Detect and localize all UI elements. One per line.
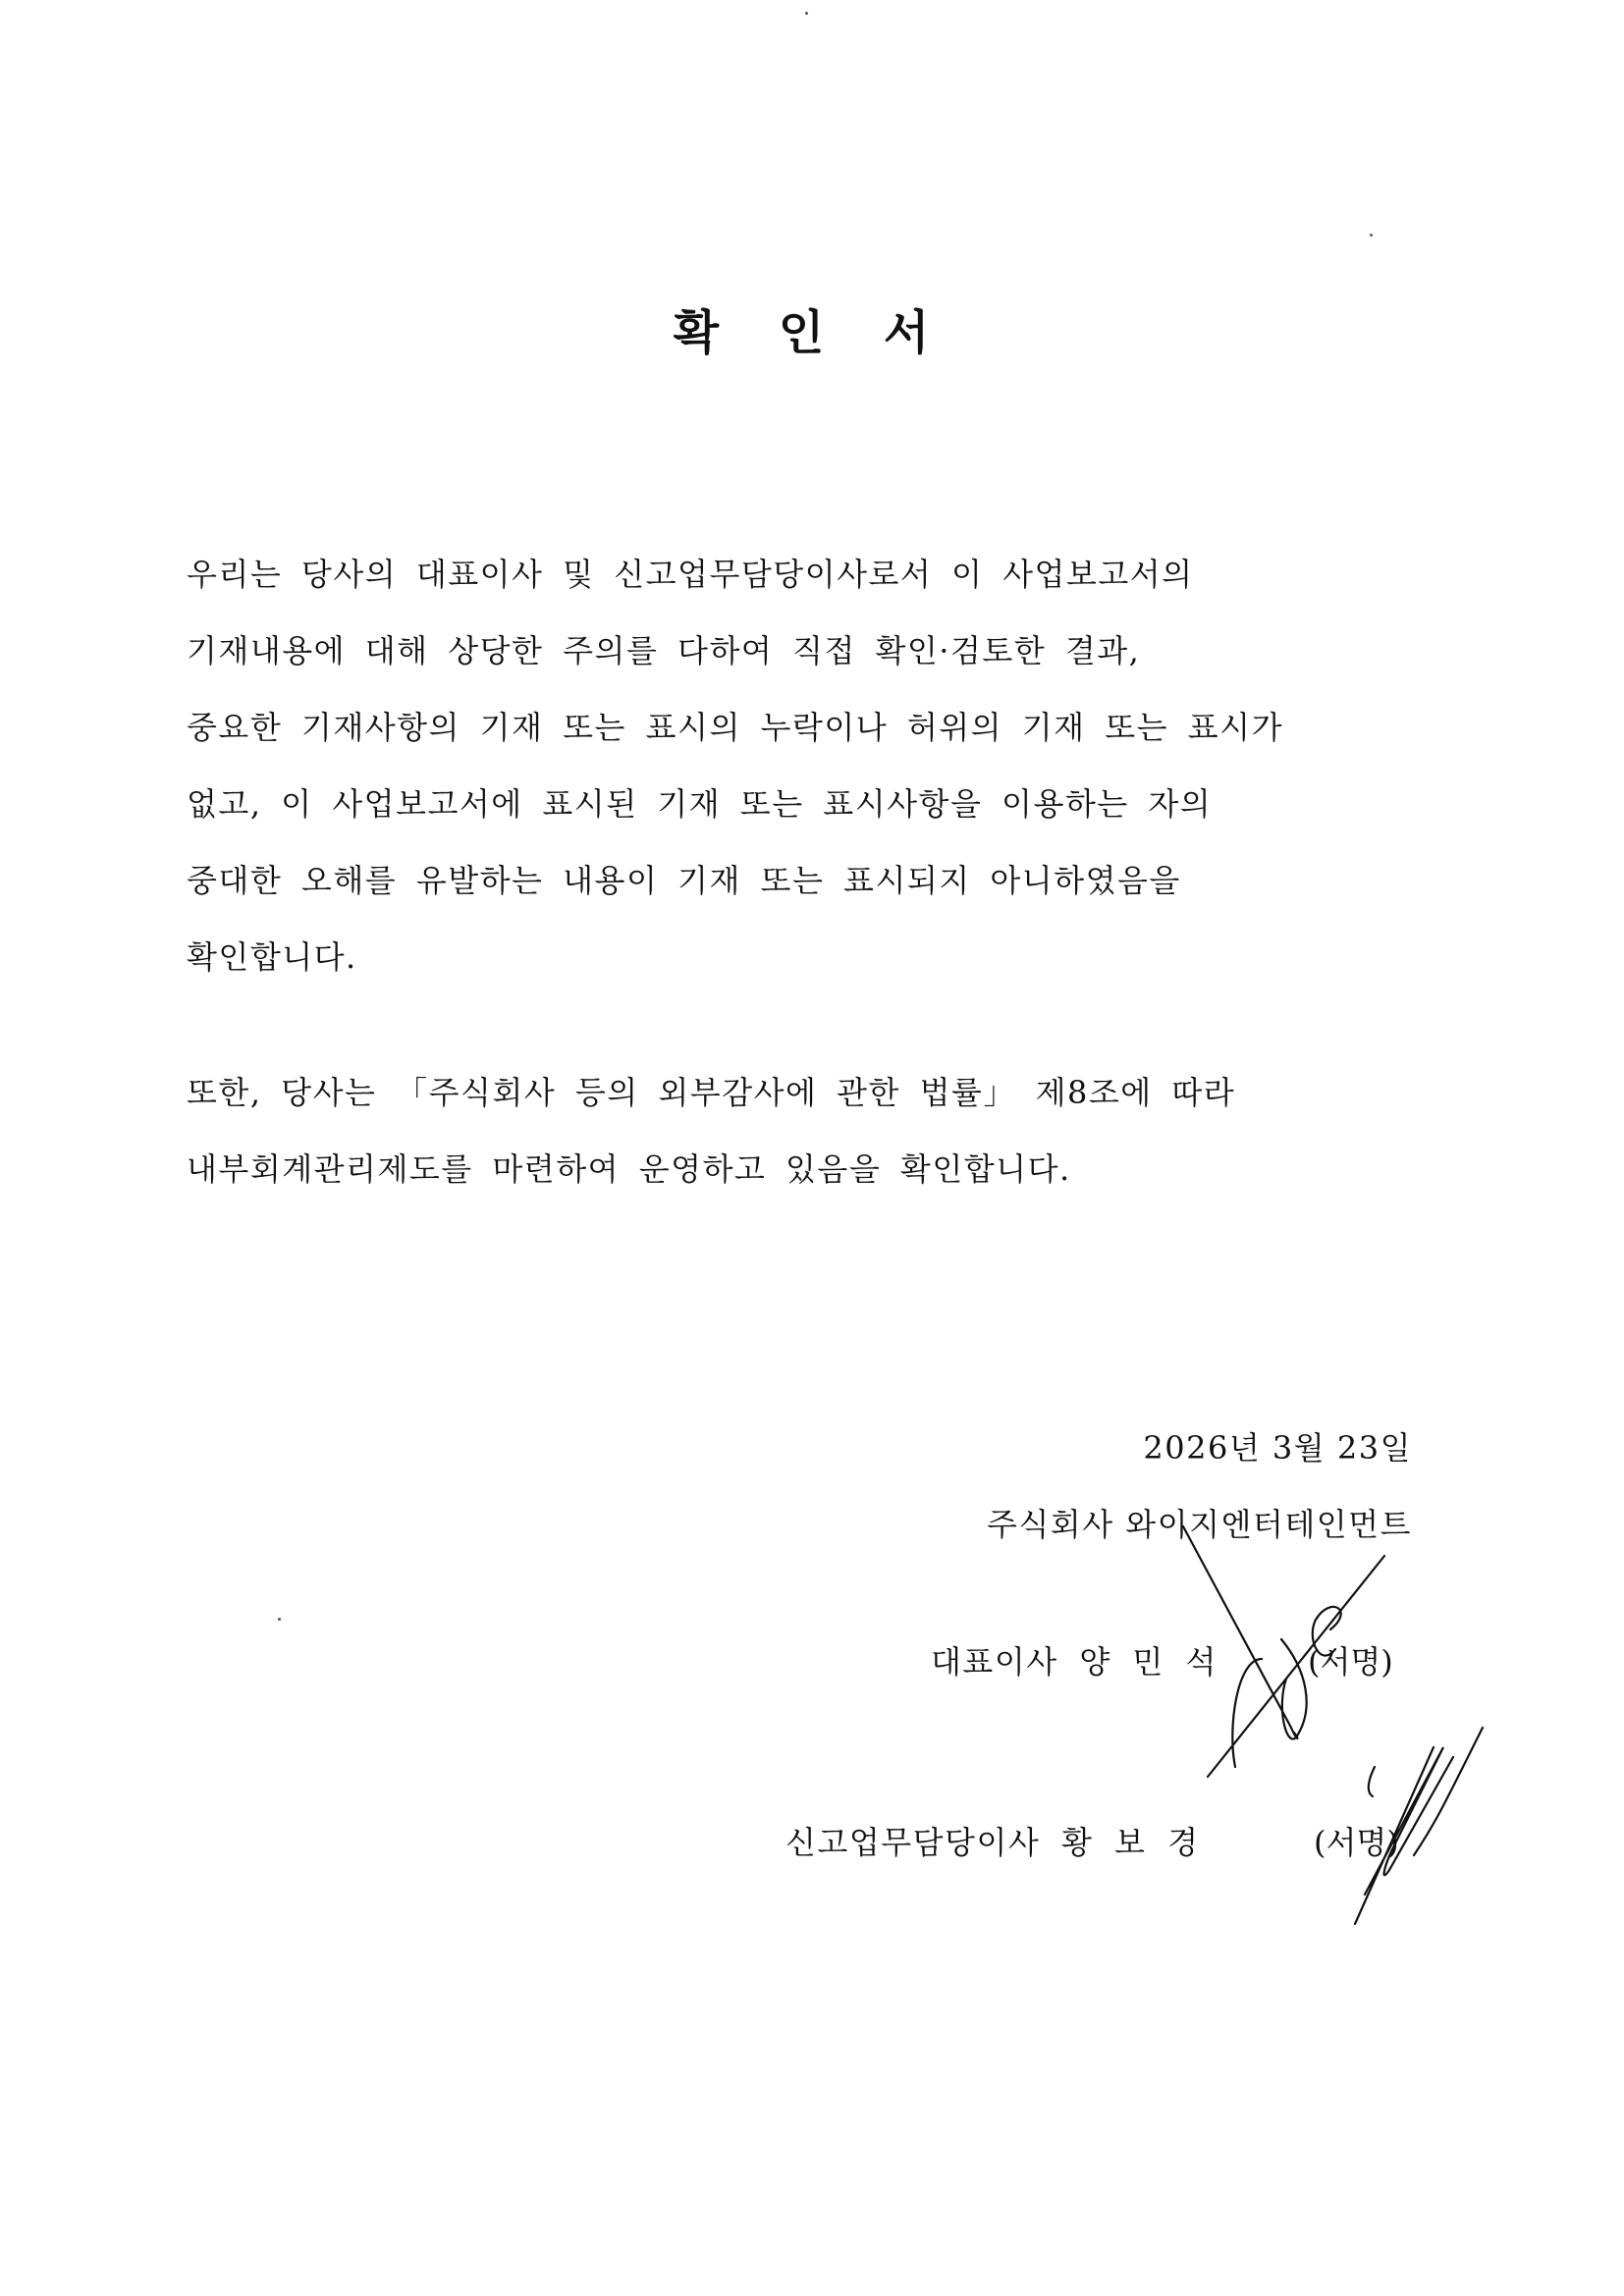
paragraph-line: 또한, 당사는 「주식회사 등의 외부감사에 관한 법률」 제8조에 따라 bbox=[187, 1074, 1236, 1111]
paragraph-line: 없고, 이 사업보고서에 표시된 기재 또는 표시사항을 이용하는 자의 bbox=[187, 785, 1213, 823]
reporting-officer-sign-label: (서명) bbox=[1314, 1824, 1399, 1861]
paragraph-line: 우리는 당사의 대표이사 및 신고업무담당이사로서 이 사업보고서의 bbox=[187, 556, 1194, 593]
paragraph-line: 내부회계관리제도를 마련하여 운영하고 있음을 확인합니다. bbox=[187, 1150, 1071, 1188]
ceo-sign-label: (서명) bbox=[1308, 1643, 1393, 1681]
document-title: 확 인 서 bbox=[673, 305, 951, 360]
ceo-signer-name: 대표이사 양 민 석 bbox=[931, 1643, 1218, 1681]
paragraph-line: 중대한 오해를 유발하는 내용이 기재 또는 표시되지 아니하였음을 bbox=[187, 862, 1181, 899]
company-name: 주식회사 와이지엔터테인먼트 bbox=[986, 1506, 1412, 1543]
paragraph-line: 기재내용에 대해 상당한 주의를 다하여 직접 확인·검토한 결과, bbox=[187, 632, 1141, 669]
paragraph-line: 확인합니다. bbox=[187, 938, 357, 976]
scan-speck bbox=[805, 12, 808, 15]
scan-speck bbox=[278, 1618, 281, 1621]
scan-speck bbox=[1370, 234, 1373, 237]
document-date: 2026년 3월 23일 bbox=[1143, 1429, 1412, 1467]
reporting-officer-signer-name: 신고업무담당이사 황 보 경 bbox=[785, 1824, 1200, 1861]
paragraph-line: 중요한 기재사항의 기재 또는 표시의 누락이나 허위의 기재 또는 표시가 bbox=[187, 709, 1283, 746]
